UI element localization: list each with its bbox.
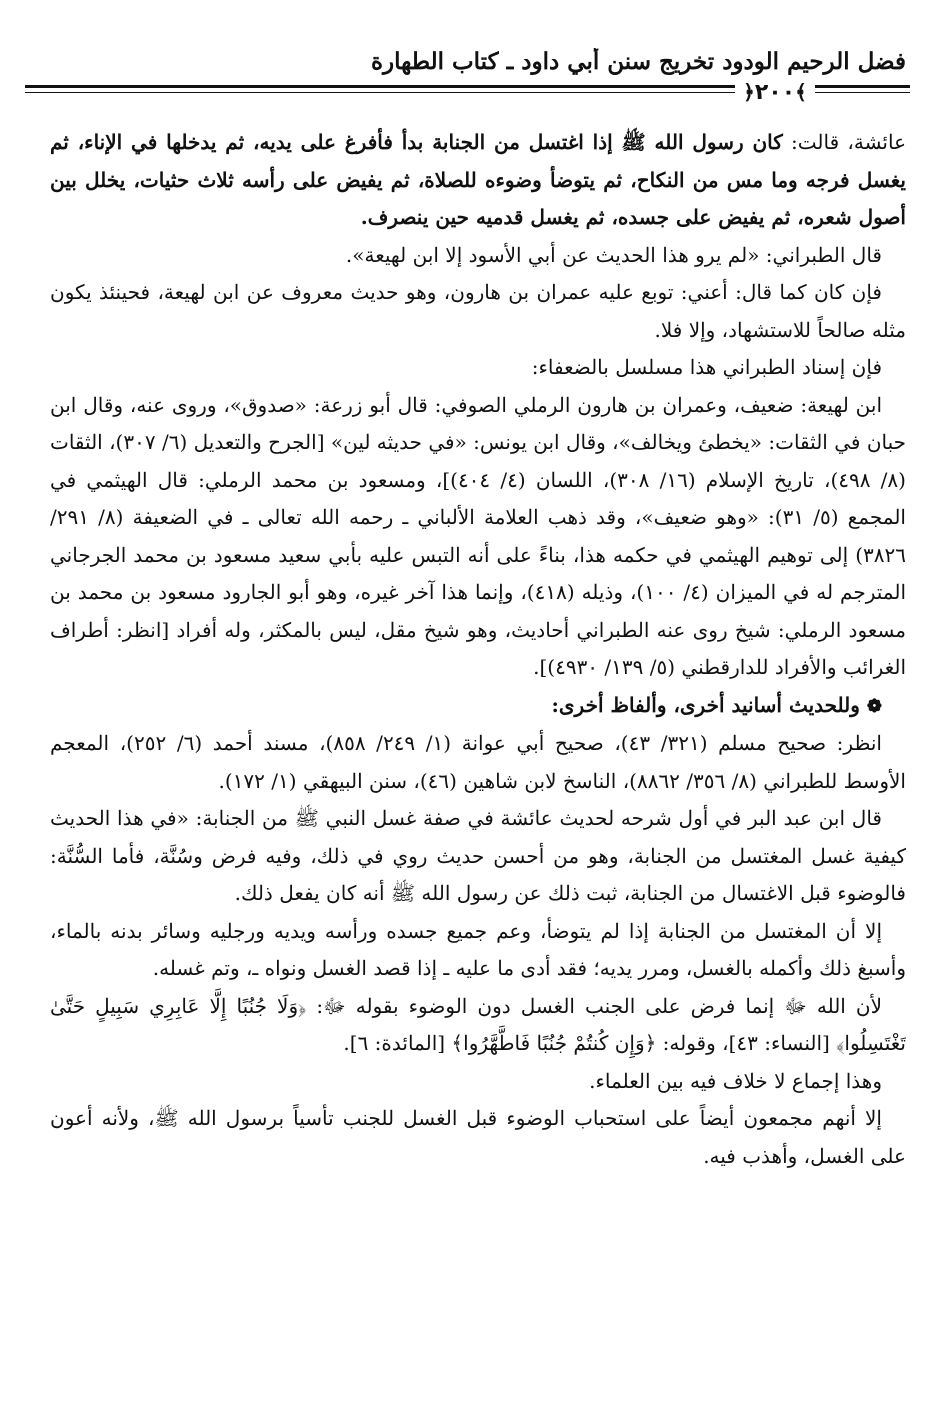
paragraph-quran-evidence: لأن الله ﷻ إنما فرض على الجنب الغسل دون الوضوء بقوله ﷻ: ﴿وَلَا جُنُبًا إِلَّا عَابِرِي سَبِيلٍ حَتَّىٰ تَغْتَسِلُوا﴾ [النساء: ٤٣]، وقوله: ﴿وَإِن كُنتُمْ جُنُبًا فَاطَّهَّرُوا﴾ [المائدة: ٦]. bbox=[50, 993, 906, 1055]
page-number bbox=[735, 76, 815, 108]
paragraph-ibn-abd-al-barr: قال ابن عبد البر في أول شرحه لحديث عائشة في صفة غسل النبي ﷺ من الجنابة: «في هذا الحديث كيفية غسل المغتسل من الجنابة، وهو من أحسن حديث روي في ذلك، وفيه فرض وسُنَّة، فأما السُّنَّة: فالوضوء قبل الاغتسال من الجنابة، ثبت ذلك عن رسول الله ﷺ أنه كان يفعل ذلك. bbox=[50, 806, 906, 905]
page-number-bracket-left: ﴿ bbox=[743, 80, 755, 104]
paragraph-references: انظر: صحيح مسلم (٣٢١/ ٤٣)، صحيح أبي عوانة (١/ ٢٤٩/ ٨٥٨)، مسند أحمد (٦/ ٢٥٢)، المعجم الأوسط للطبراني (٨/ ٣٥٦/ ٨٨٦٢)، الناسخ لابن شاهين (٤٦)، سنن البيهقي (١/ ١٧٢). bbox=[50, 731, 906, 793]
paragraph-mutaba: فإن كان كما قال: أعني: توبع عليه عمران بن هارون، وهو حديث معروف عن ابن لهيعة، فحينئذ يكون مثله صالحاً للاستشهاد، وإلا فلا. bbox=[50, 280, 906, 342]
paragraph-hadith bbox=[50, 124, 906, 237]
running-header-title: فضل الرحيم الودود تخريج سنن أبي داود ـ كتاب الطهارة bbox=[370, 48, 906, 75]
body-text bbox=[50, 124, 906, 1396]
hadith-intro: عائشة، قالت: bbox=[782, 130, 906, 154]
page-number-value: ٢٠٠ bbox=[754, 80, 796, 105]
flower-ornament-icon: ❁ bbox=[866, 695, 882, 717]
paragraph-ijma: وهذا إجماع لا خلاف فيه بين العلماء. bbox=[589, 1068, 882, 1093]
section-heading-text: وللحديث أسانيد أخرى، وألفاظ أخرى: bbox=[551, 692, 860, 717]
paragraph-isnad: فإن إسناد الطبراني هذا مسلسل بالضعفاء: bbox=[531, 355, 882, 379]
page-number-bracket-right: ﴾ bbox=[795, 80, 807, 104]
paragraph-narrators: ابن لهيعة: ضعيف، وعمران بن هارون الرملي الصوفي: قال أبو زرعة: «صدوق»، وروى عنه، وقال ابن حبان في الثقات: «يخطئ ويخالف»، وقال ابن يونس: «في حديثه لين» [الجرح والتعديل (٦/ ٣٠٧)، الثقات (٨/ ٤٩٨)، تاريخ الإسلام (١٦/ ٣٠٨)، اللسان (٤/ ٤٠٤)]، ومسعود بن محمد الرملي: قال الهيثمي في المجمع (٥/ ٣١): «وهو ضعيف»، وقد ذهب العلامة الألباني ـ رحمه الله تعالى ـ في الضعيفة (٨/ ٢٩١/ ٣٨٢٦) إلى توهيم الهيثمي في حكمه هذا، بناءً على أنه التبس عليه بأبي سعيد مسعود بن محمد الجرجاني المترجم له في الميزان (٤/ ١٠٠)، وذيله (٤١٨)، وإنما هذا آخر غيره، وهو أبو الجارود مسعود بن محمد بن مسعود الرملي: شيخ روى عنه الطبراني أحاديث، وهو شيخ مقل، ليس بالمكثر، وله أفراد [انظر: أطراف الغرائب والأفراد للدارقطني (٥/ ١٣٩/ ٤٩٣٠)]. bbox=[50, 392, 906, 679]
section-heading bbox=[50, 687, 906, 726]
hadith-text: كان رسول الله ﷺ إذا اغتسل من الجنابة بدأ فأفرغ على يديه، ثم يدخلها في الإناء، ثم يغسل فرجه وما مس من النكاح، ثم يتوضأ وضوءه للصلاة، ثم يفيض على رأسه ثلاث حثيات، يخلل بين أصول شعره، ثم يفيض على جسده، ثم يغسل قدميه حين ينصرف. bbox=[50, 130, 906, 229]
paragraph-istihbab: إلا أنهم مجمعون أيضاً على استحباب الوضوء قبل الغسل للجنب تأسياً برسول الله ﷺ، ولأنه أعون على الغسل، وأهذب فيه. bbox=[50, 1106, 906, 1168]
paragraph-ghusl-without-wudu: إلا أن المغتسل من الجنابة إذا لم يتوضأ، وعم جميع جسده ورأسه ويديه ورجليه وسائر بدنه بالماء، وأسبغ ذلك وأكمله بالغسل، ومرر يديه؛ فقد أدى ما عليه ـ إذا قصد الغسل ونواه ـ، وتم غسله. bbox=[50, 918, 906, 980]
paragraph-tabarani: قال الطبراني: «لم يرو هذا الحديث عن أبي الأسود إلا ابن لهيعة». bbox=[345, 242, 882, 267]
